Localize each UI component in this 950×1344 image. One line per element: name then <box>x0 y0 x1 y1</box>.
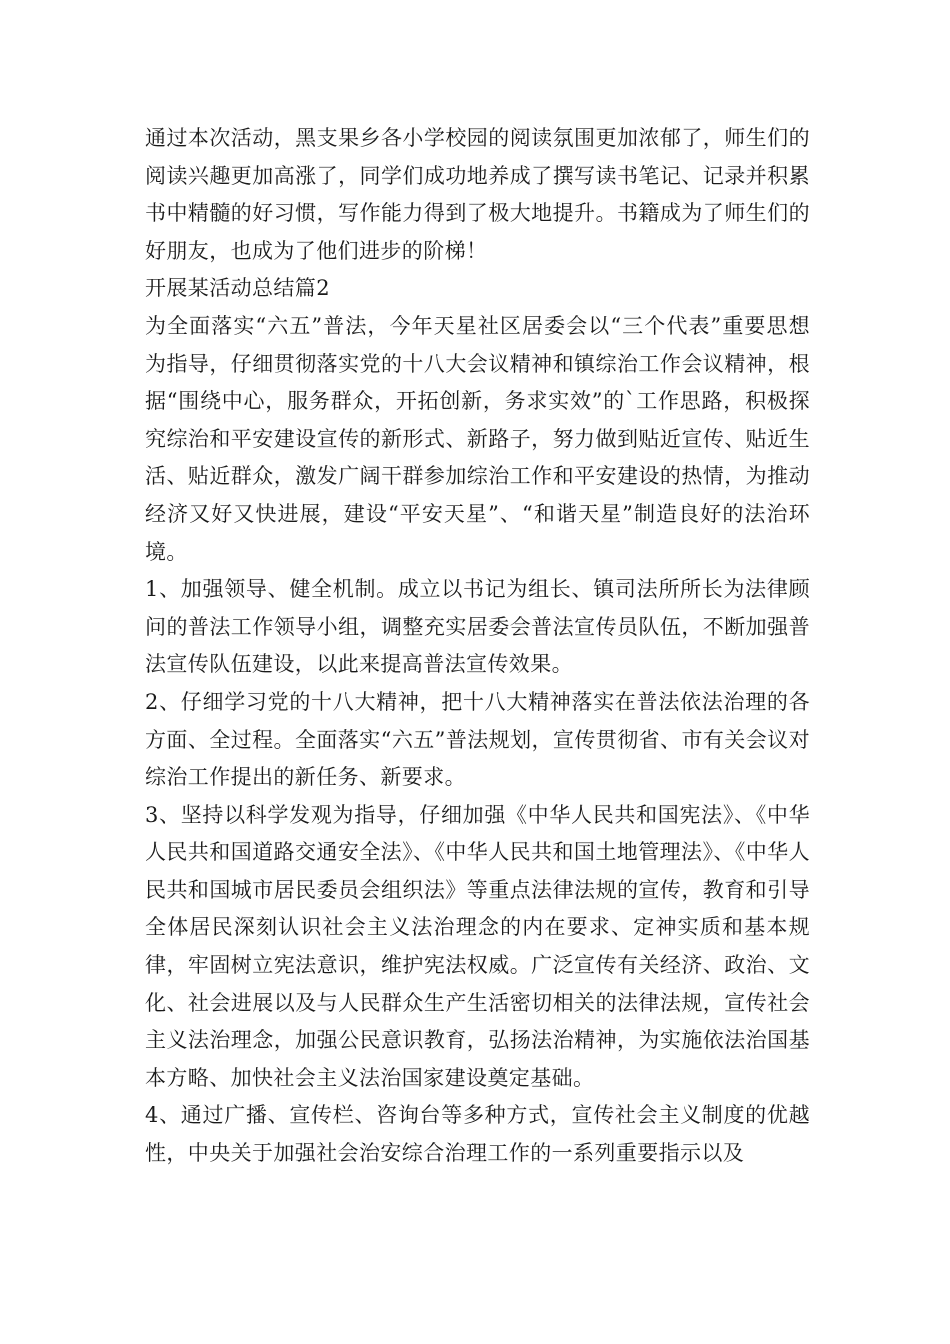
document-body <box>145 120 810 1173</box>
list-item-2: 2、仔细学习党的十八大精神，把十八大精神落实在普法依法治理的各方面、全过程。全面落实“六五”普法规划，宣传贯彻省、市有关会议对综治工作提出的新任务、新要求。 <box>145 689 810 790</box>
intro-paragraph: 通过本次活动，黑支果乡各小学校园的阅读氛围更加浓郁了，师生们的阅读兴趣更加高涨了，同学们成功地养成了撰写读书笔记、记录并积累书中精髓的好习惯，写作能力得到了极大地提升。书籍成为了师生们的好朋友，也成为了他们进步的阶梯！ <box>145 126 810 263</box>
list-item-4: 4、通过广播、宣传栏、咨询台等多种方式，宣传社会主义制度的优越性，中央关于加强社会治安综合治理工作的一系列重要指示以及 <box>145 1103 810 1166</box>
list-item-3: 3、坚持以科学发观为指导，仔细加强《中华人民共和国宪法》、《中华人民共和国道路交通安全法》、《中华人民共和国土地管理法》、《中华人民共和国城市居民委员会组织法》等重点法律法规的宣传，教育和引导全体居民深刻认识社会主义法治理念的内在要求、定神实质和基本规律，牢固树立宪法意识，维护宪法权威。广泛宣传有关经济、政治、文化、社会进展以及与人民群众生产生活密切相关的法律法规，宣传社会主义法治理念，加强公民意识教育，弘扬法治精神，为实施依法治国基本方略、加快社会主义法治国家建设奠定基础。 <box>145 802 810 1090</box>
list-item-1: 1、加强领导、健全机制。成立以书记为组长、镇司法所所长为法律顾问的普法工作领导小组，调整充实居委会普法宣传员队伍，不断加强普法宣传队伍建设，以此来提高普法宣传效果。 <box>145 577 810 677</box>
section-heading: 开展某活动总结篇2 <box>145 276 330 301</box>
main-paragraph: 为全面落实“六五”普法，今年天星社区居委会以“三个代表”重要思想为指导，仔细贯彻落实党的十八大会议精神和镇综治工作会议精神，根据“围绕中心，服务群众，开拓创新，务求实效”的`工作思路，积极探究综治和平安建设宣传的新形式、新路子，努力做到贴近宣传、贴近生活、贴近群众，激发广阔干群参加综治工作和平安建设的热情，为推动经济又好又快进展，建设“平安天星”、“和谐天星”制造良好的法治环境。 <box>145 313 810 564</box>
